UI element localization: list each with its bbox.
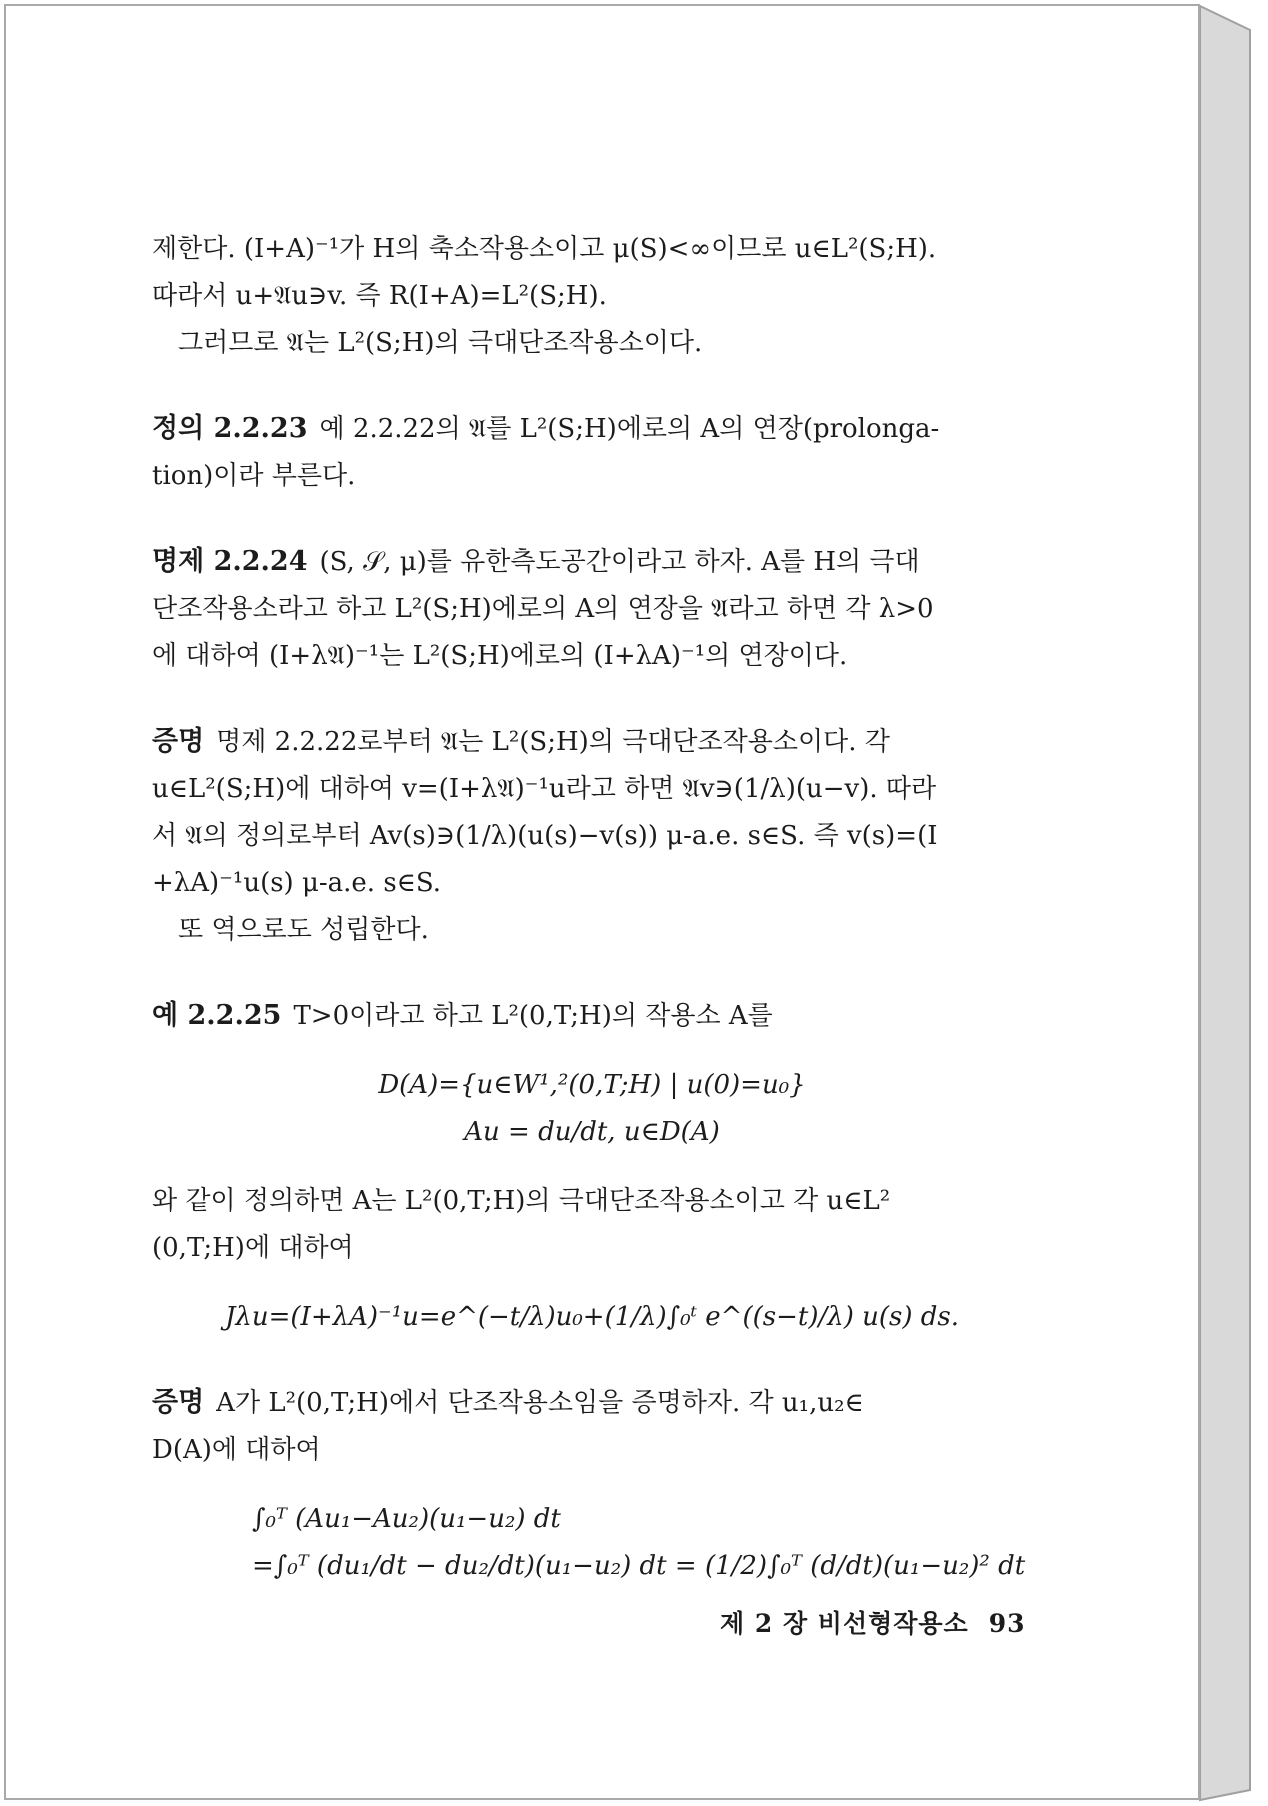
text-line: 따라서 u+𝔄u∋v. 즉 R(I+A)=L²(S;H). xyxy=(152,281,607,311)
text-line: D(A)에 대하여 xyxy=(152,1435,321,1465)
proof-heading xyxy=(152,1379,1032,1427)
page-number: 93 xyxy=(988,1609,1026,1638)
text-line: 예 2.2.22의 𝔄를 L²(S;H)에로의 A의 연장(prolonga- xyxy=(319,414,940,444)
page-footer xyxy=(720,1604,1026,1640)
example-heading xyxy=(152,992,1032,1040)
equation: =∫₀ᵀ (du₁/dt − du₂/dt)(u₁−u₂) dt = (1/2)∫₀ᵀ (d/dt)(u₁−u₂)² dt xyxy=(252,1551,1026,1581)
text-line: (S, 𝒮, μ)를 유한측도공간이라고 하자. A를 H의 극대 xyxy=(319,547,920,577)
equation: Au = du/dt, u∈D(A) xyxy=(464,1117,720,1147)
page-content xyxy=(152,226,1032,1590)
text-line: 에 대하여 (I+λ𝔄)⁻¹는 L²(S;H)에로의 (I+λA)⁻¹의 연장이다. xyxy=(152,641,848,671)
text-line: 제한다. (I+A)⁻¹가 H의 축소작용소이고 μ(S)<∞이므로 u∈L²(S;H). xyxy=(152,234,937,264)
text-line: A가 L²(0,T;H)에서 단조작용소임을 증명하자. 각 u₁,u₂∈ xyxy=(216,1388,864,1418)
proposition-heading xyxy=(152,538,1032,586)
text-line: (0,T;H)에 대하여 xyxy=(152,1233,354,1263)
text-line: 그러므로 𝔄는 L²(S;H)의 극대단조작용소이다. xyxy=(178,328,703,358)
text-line: tion)이라 부른다. xyxy=(152,461,356,491)
example-label: 예 2.2.25 xyxy=(152,1000,282,1031)
proposition-label: 명제 2.2.24 xyxy=(152,546,308,577)
text-line: 또 역으로도 성립한다. xyxy=(178,915,429,945)
definition-label: 정의 2.2.23 xyxy=(152,413,308,444)
chapter-title: 제 2 장 비선형작용소 xyxy=(720,1609,969,1638)
text-line: 단조작용소라고 하고 L²(S;H)에로의 A의 연장을 𝔄라고 하면 각 λ>0 xyxy=(152,594,934,624)
proof-heading xyxy=(152,718,1032,766)
definition-heading xyxy=(152,405,1032,453)
proof-label: 증명 xyxy=(152,1387,205,1418)
text-line: 서 𝔄의 정의로부터 Av(s)∋(1/λ)(u(s)−v(s)) μ-a.e. s∈S. 즉 v(s)=(I xyxy=(152,821,938,851)
text-line: T>0이라고 하고 L²(0,T;H)의 작용소 A를 xyxy=(293,1001,773,1031)
text-line: 명제 2.2.22로부터 𝔄는 L²(S;H)의 극대단조작용소이다. 각 xyxy=(216,727,890,757)
proof-label: 증명 xyxy=(152,726,205,757)
equation: Jλu=(I+λA)⁻¹u=e^(−t/λ)u₀+(1/λ)∫₀ᵗ e^((s−t)/λ) u(s) ds. xyxy=(224,1302,960,1332)
equation: D(A)={u∈W¹,²(0,T;H) | u(0)=u₀} xyxy=(378,1070,806,1100)
text-line: 와 같이 정의하면 A는 L²(0,T;H)의 극대단조작용소이고 각 u∈L² xyxy=(152,1186,891,1216)
text-line: u∈L²(S;H)에 대하여 v=(I+λ𝔄)⁻¹u라고 하면 𝔄v∋(1/λ)(u−v). 따라 xyxy=(152,774,937,804)
equation: ∫₀ᵀ (Au₁−Au₂)(u₁−u₂) dt xyxy=(252,1504,561,1534)
text-line: +λA)⁻¹u(s) μ-a.e. s∈S. xyxy=(152,868,442,898)
